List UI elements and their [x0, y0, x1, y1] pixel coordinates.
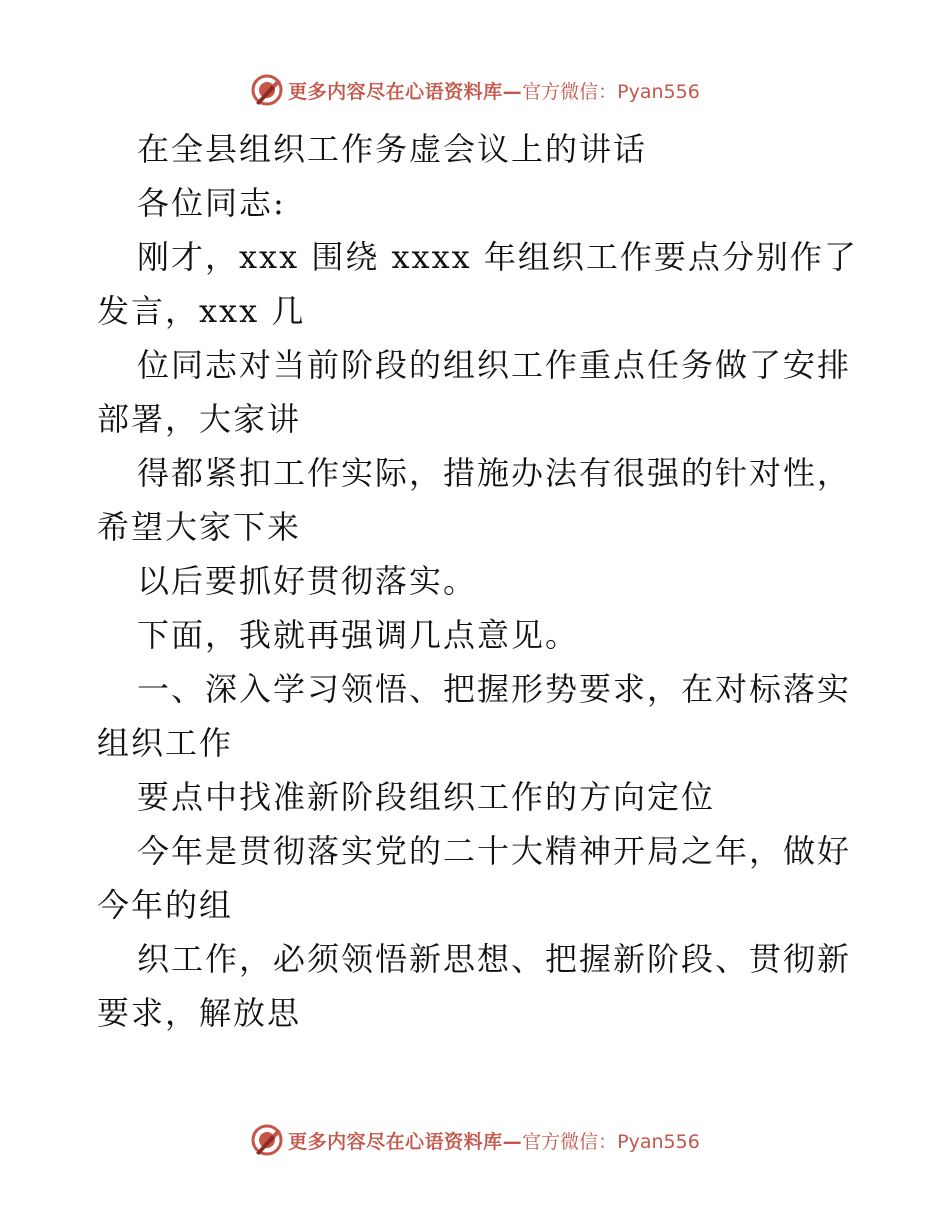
text-line: 刚才，xxx 围绕 xxxx 年组织工作要点分别作了: [137, 238, 858, 276]
pen-circle-logo-icon: [250, 73, 284, 107]
text-line: 发言，xxx 几: [97, 292, 306, 330]
text-line: 希望大家下来: [97, 508, 302, 546]
text-line: 要求，解放思: [97, 994, 302, 1032]
text-line: 在全县组织工作务虚会议上的讲话: [137, 130, 648, 168]
text-line: 得都紧扣工作实际，措施办法有很强的针对性，: [137, 454, 852, 492]
text-line: 下面，我就再强调几点意见。: [137, 616, 580, 654]
text-line: 部署，大家讲: [97, 400, 302, 438]
text-line: 以后要抓好贯彻落实。: [137, 562, 478, 600]
banner-wechat: 官方微信：Pyan556: [522, 1130, 700, 1153]
text-line: 要点中找准新阶段组织工作的方向定位: [137, 778, 716, 816]
banner-wechat: 官方微信：Pyan556: [522, 80, 700, 103]
text-line: 织工作，必须领悟新思想、把握新阶段、贯彻新: [137, 940, 852, 978]
banner-text: 更多内容尽在心语资料库—: [288, 80, 523, 103]
text-line: 今年的组: [97, 886, 234, 924]
text-line: 位同志对当前阶段的组织工作重点任务做了安排: [137, 346, 852, 384]
header-banner: [0, 70, 950, 110]
text-line: 一、深入学习领悟、把握形势要求，在对标落实: [137, 670, 852, 708]
footer-banner: [0, 1120, 950, 1160]
text-line: 各位同志:: [137, 184, 286, 222]
banner-text: 更多内容尽在心语资料库—: [288, 1130, 523, 1153]
text-line: 今年是贯彻落实党的二十大精神开局之年，做好: [137, 832, 852, 870]
text-line: 组织工作: [97, 724, 234, 762]
pen-circle-logo-icon: [250, 1123, 284, 1157]
document-body: [97, 122, 857, 1040]
